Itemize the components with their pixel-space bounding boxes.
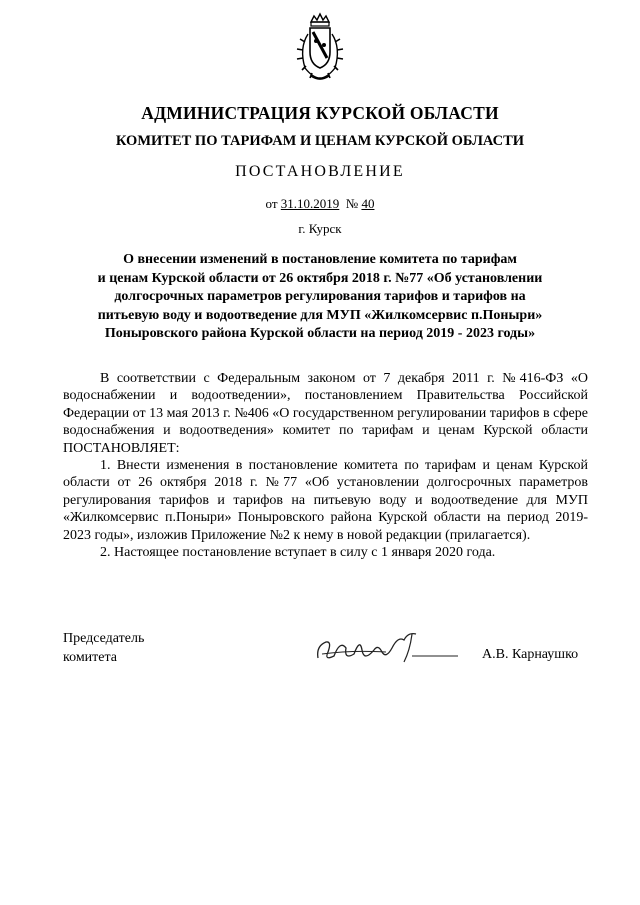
document-body	[63, 370, 588, 561]
body-paragraph: В соответствии с Федеральным законом от 7 декабря 2011 г. №416-ФЗ «О водоснабжении и водоотведении», постановлением Правительства Российской Федерации от 13 мая 2013 г. №406 «О государственном регулировании тарифов в сфере водоснабжения и водоотведения» комитет по тарифам и ценам Курской области ПОСТАНОВЛЯЕТ:	[63, 371, 588, 456]
signer-name: А.В. Карнаушко	[482, 647, 579, 662]
body-paragraph: 2. Настоящее постановление вступает в силу с 1 января 2020 года.	[100, 545, 496, 561]
organization-title: АДМИНИСТРАЦИЯ КУРСКОЙ ОБЛАСТИ	[141, 103, 499, 123]
document-type: ПОСТАНОВЛЕНИЕ	[235, 163, 405, 180]
subject-line: Поныровского района Курской области на период 2019 - 2023 годы»	[104, 326, 536, 342]
subject-line: и ценам Курской области от 26 октября 2018 г. №77 «Об установлении	[97, 270, 543, 286]
signer-title	[63, 629, 144, 667]
document-city: г. Курск	[298, 221, 342, 236]
date-prefix: от	[265, 196, 278, 211]
number-prefix: №	[345, 196, 359, 211]
document-number: 40	[361, 196, 375, 211]
body-paragraph: 1. Внести изменения в постановление комитета по тарифам и ценам Курской области от 26 октября 2018 г. №77 «Об установлении долгосрочных параметров регулирования тарифов и тарифов на питьевую воду и водоотведение для МУП «Жилкомсервис п.Поныри» Поныровского района Курской области на период 2019-2023 годы», изложив Приложение №2 к нему в новой редакции (прилагается).	[63, 458, 588, 543]
signer-title-line: Председатель	[63, 631, 145, 646]
subject-line: долгосрочных параметров регулирования тарифов и тарифов на	[114, 289, 526, 305]
handwritten-signature	[312, 628, 460, 670]
date-number-line	[0, 196, 640, 212]
subject-line: питьевую воду и водоотведение для МУП «Жилкомсервис п.Поныри»	[97, 307, 543, 323]
subject-line: О внесении изменений в постановление комитета по тарифам	[123, 252, 517, 267]
committee-title: КОМИТЕТ ПО ТАРИФАМ И ЦЕНАМ КУРСКОЙ ОБЛАСТИ	[115, 133, 525, 149]
coat-of-arms-icon	[291, 12, 349, 84]
document-date: 31.10.2019	[280, 196, 340, 211]
document-subject	[60, 251, 580, 344]
signer-title-line: комитета	[63, 650, 118, 665]
